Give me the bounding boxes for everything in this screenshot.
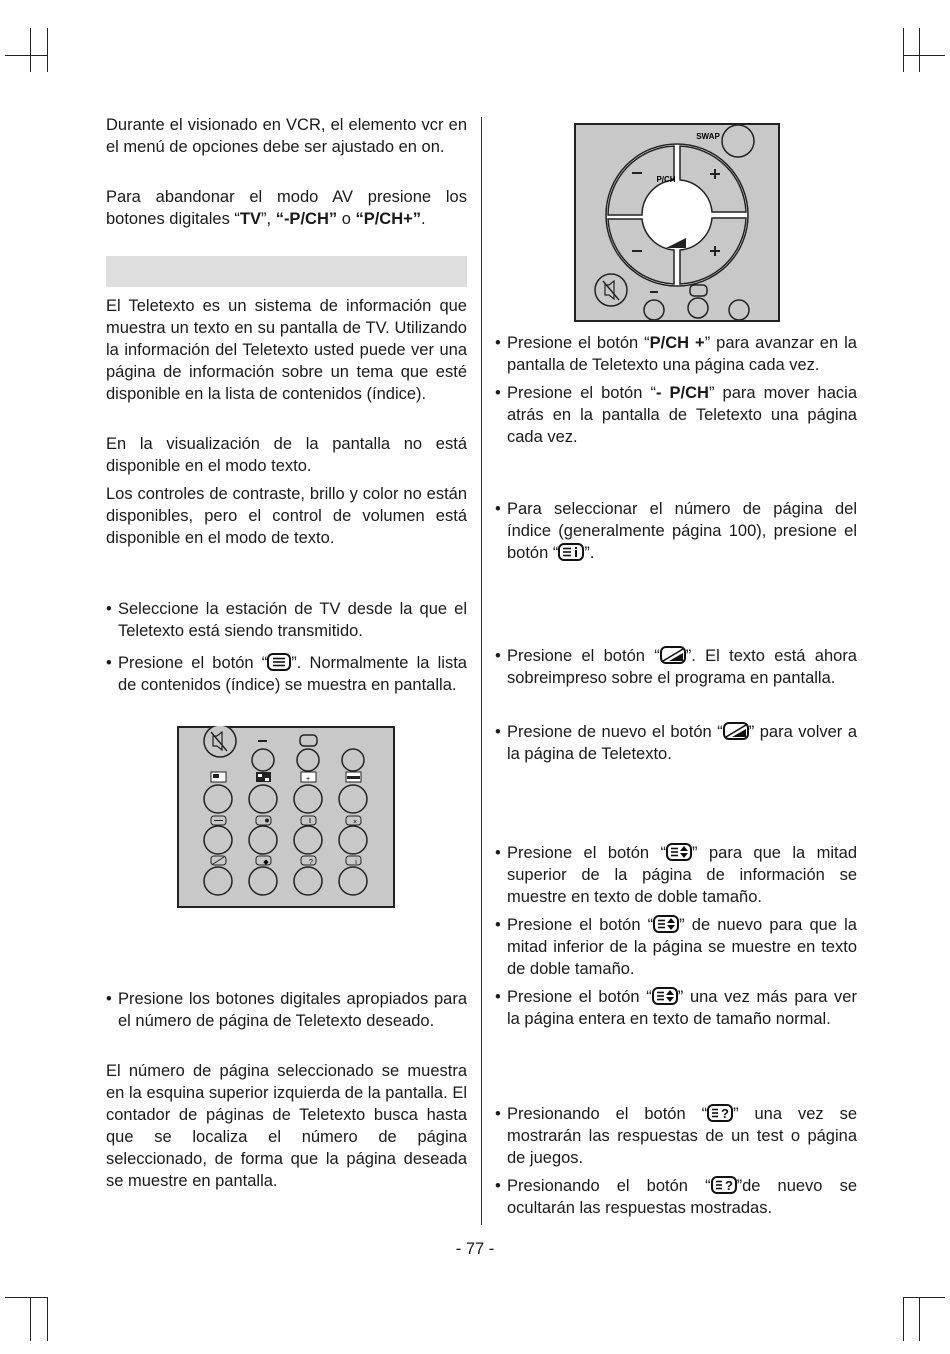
tv-button-label: TV [239,210,262,228]
remote-keypad-illustration [177,726,395,908]
swap-label: SWAP [696,132,720,141]
crop-mark [47,28,48,72]
text-span: Presione de nuevo el botón “ [507,723,723,741]
bullet-double-height [495,842,857,908]
bullet-reveal [495,1103,857,1169]
remote-button [688,298,708,318]
page-counter-paragraph: El número de página seleccionado se muestra en la esquina superior izquierda de la pantalla. El contador de páginas de Teletexto busca hasta que se localiza el número de página seleccionado, de forma que la página deseada se muestre en pantalla. [106,1062,467,1190]
bullet-mix-button [495,645,857,689]
text-span: o [337,210,356,228]
double-height-icon [652,987,678,1005]
text-span: Presionando el botón “ [507,1177,711,1195]
keypad-button [297,749,319,771]
keypad-button [249,826,277,854]
keypad-button [204,826,232,854]
section-header-bar [106,256,467,287]
bullet-pch-minus [495,382,857,448]
bullet-select-station: • Seleccione la estación de TV desde la que el Teletexto está siendo transmitido. [106,598,467,642]
controls-note-paragraph: Los controles de contraste, brillo y color no están disponibles, pero el control de volumen está disponible en el modo de texto. [106,485,467,547]
text-span: Presione el botón “ [507,647,660,665]
swap-button [722,125,754,157]
bullet-double-height-again [495,914,857,980]
teletext-intro-paragraph: El Teletexto es un sistema de información que muestra un texto en su pantalla de TV. Utilizando la información del Teletexto usted puede ver una página de información sobre un tema que esté disponible en la lista de contenidos (índice). [106,297,467,403]
text-span: Presione el botón “ [118,654,268,672]
bullet-index-button [495,498,857,564]
text-span: ” una vez más para ver la página entera en texto de tamaño normal. [507,988,857,1028]
keypad-button [204,785,232,813]
text-span: Para seleccionar el número de página del índice (generalmente página 100), presione el botón “ [507,500,857,562]
svg-text:?: ? [724,1178,733,1193]
keypad-button [339,867,367,895]
text-span: ” para volver a la página de Teletexto. [507,723,857,763]
text-span: ”. [584,544,595,562]
remote-button [729,300,749,320]
crop-mark [903,28,904,72]
bullet-normal-size [495,986,857,1030]
svg-text:×: × [352,819,358,826]
keypad-button [294,867,322,895]
double-height-icon [666,843,692,861]
text-span: ” para que la mitad superior de la página de información se muestre en texto de doble tamaño. [507,844,857,906]
crop-mark [903,1297,904,1341]
remote-button [644,300,664,320]
crop-mark [30,28,31,72]
crop-mark [919,28,920,72]
exit-av-paragraph [106,186,467,230]
keypad-button [339,826,367,854]
text-span: ”de nuevo se ocultarán las respuestas mostradas. [507,1177,858,1217]
remote-pch-illustration [574,123,780,322]
svg-text:+: + [305,776,311,783]
reveal-icon [707,1104,733,1122]
svg-text:?: ? [721,1106,730,1121]
crop-mark [5,55,47,56]
index-icon [558,543,584,561]
text-span: Presione el botón “ [507,916,654,934]
crop-mark [47,1297,48,1341]
crop-mark [5,1297,47,1298]
svg-text:◆: ◆ [263,859,269,866]
mix-icon [660,646,686,664]
crop-mark [903,55,945,56]
bullet-pch-plus [495,332,857,376]
svg-text:i: i [355,859,357,866]
bullet-press-text-button [106,652,467,696]
column-divider [481,117,482,1225]
text-span: Presione el botón “ [507,844,667,862]
pch-label: P/CH [656,175,676,184]
keypad-button [342,749,364,771]
text-span: Presionando el botón “ [507,1105,708,1123]
vcr-paragraph: Durante el visionado en VCR, el elemento vcr en el menú de opciones debe ser ajustado en on. [106,116,467,156]
text-span: ”. Normalmente la lista de contenidos (índice) se muestra en pantalla. [118,654,467,694]
crop-mark [30,1297,31,1341]
minus-pch-label: “-P/CH” [275,210,338,228]
keypad-button [249,867,277,895]
text-span: Presione el botón “ [507,988,652,1006]
svg-text:?: ? [309,859,313,866]
mix-icon [723,722,749,740]
keypad-button [294,785,322,813]
display-note-paragraph: En la visualización de la pantalla no está disponible en el modo texto. [106,435,467,475]
text-span: ”, [261,210,276,228]
pch-minus-label: - P/CH [655,384,709,402]
reveal-icon [711,1176,737,1194]
bullet-reveal-again [495,1175,857,1219]
keypad-button [249,785,277,813]
text-span: Para abandonar el modo AV presione los botones digitales “ [106,188,467,228]
text-span: ” para avanzar en la pantalla de Teletexto una página cada vez. [507,334,857,374]
bullet-mix-again [495,721,857,765]
teletext-icon [267,653,291,671]
text-span: Presione el botón “ [507,384,656,402]
bullet-digit-buttons: • Presione los botones digitales apropiados para el número de página de Teletexto deseado. [106,988,467,1032]
pch-plus-label: P/CH + [649,334,705,352]
mute-button [204,726,236,757]
text-span: ” de nuevo para que la mitad inferior de la página se muestre en texto de doble tamaño. [507,916,857,978]
keypad-button [252,749,274,771]
crop-mark [919,1297,920,1341]
keypad-button [339,785,367,813]
text-span: Presione el botón “ [507,334,650,352]
double-height-icon [653,915,679,933]
text-span: ”. El texto está ahora sobreimpreso sobre el programa en pantalla. [507,647,857,687]
text-span: ” para mover hacia atrás en la pantalla de Teletexto una página cada vez. [507,384,857,446]
keypad-button [294,826,322,854]
crop-mark [903,1297,945,1298]
plus-pch-label: “P/CH+” [355,210,422,228]
keypad-button [204,867,232,895]
text-span: . [421,210,426,228]
page-number: - 77 - [455,1240,495,1258]
text-span: ” una vez se mostrarán las respuestas de un test o página de juegos. [507,1105,857,1167]
